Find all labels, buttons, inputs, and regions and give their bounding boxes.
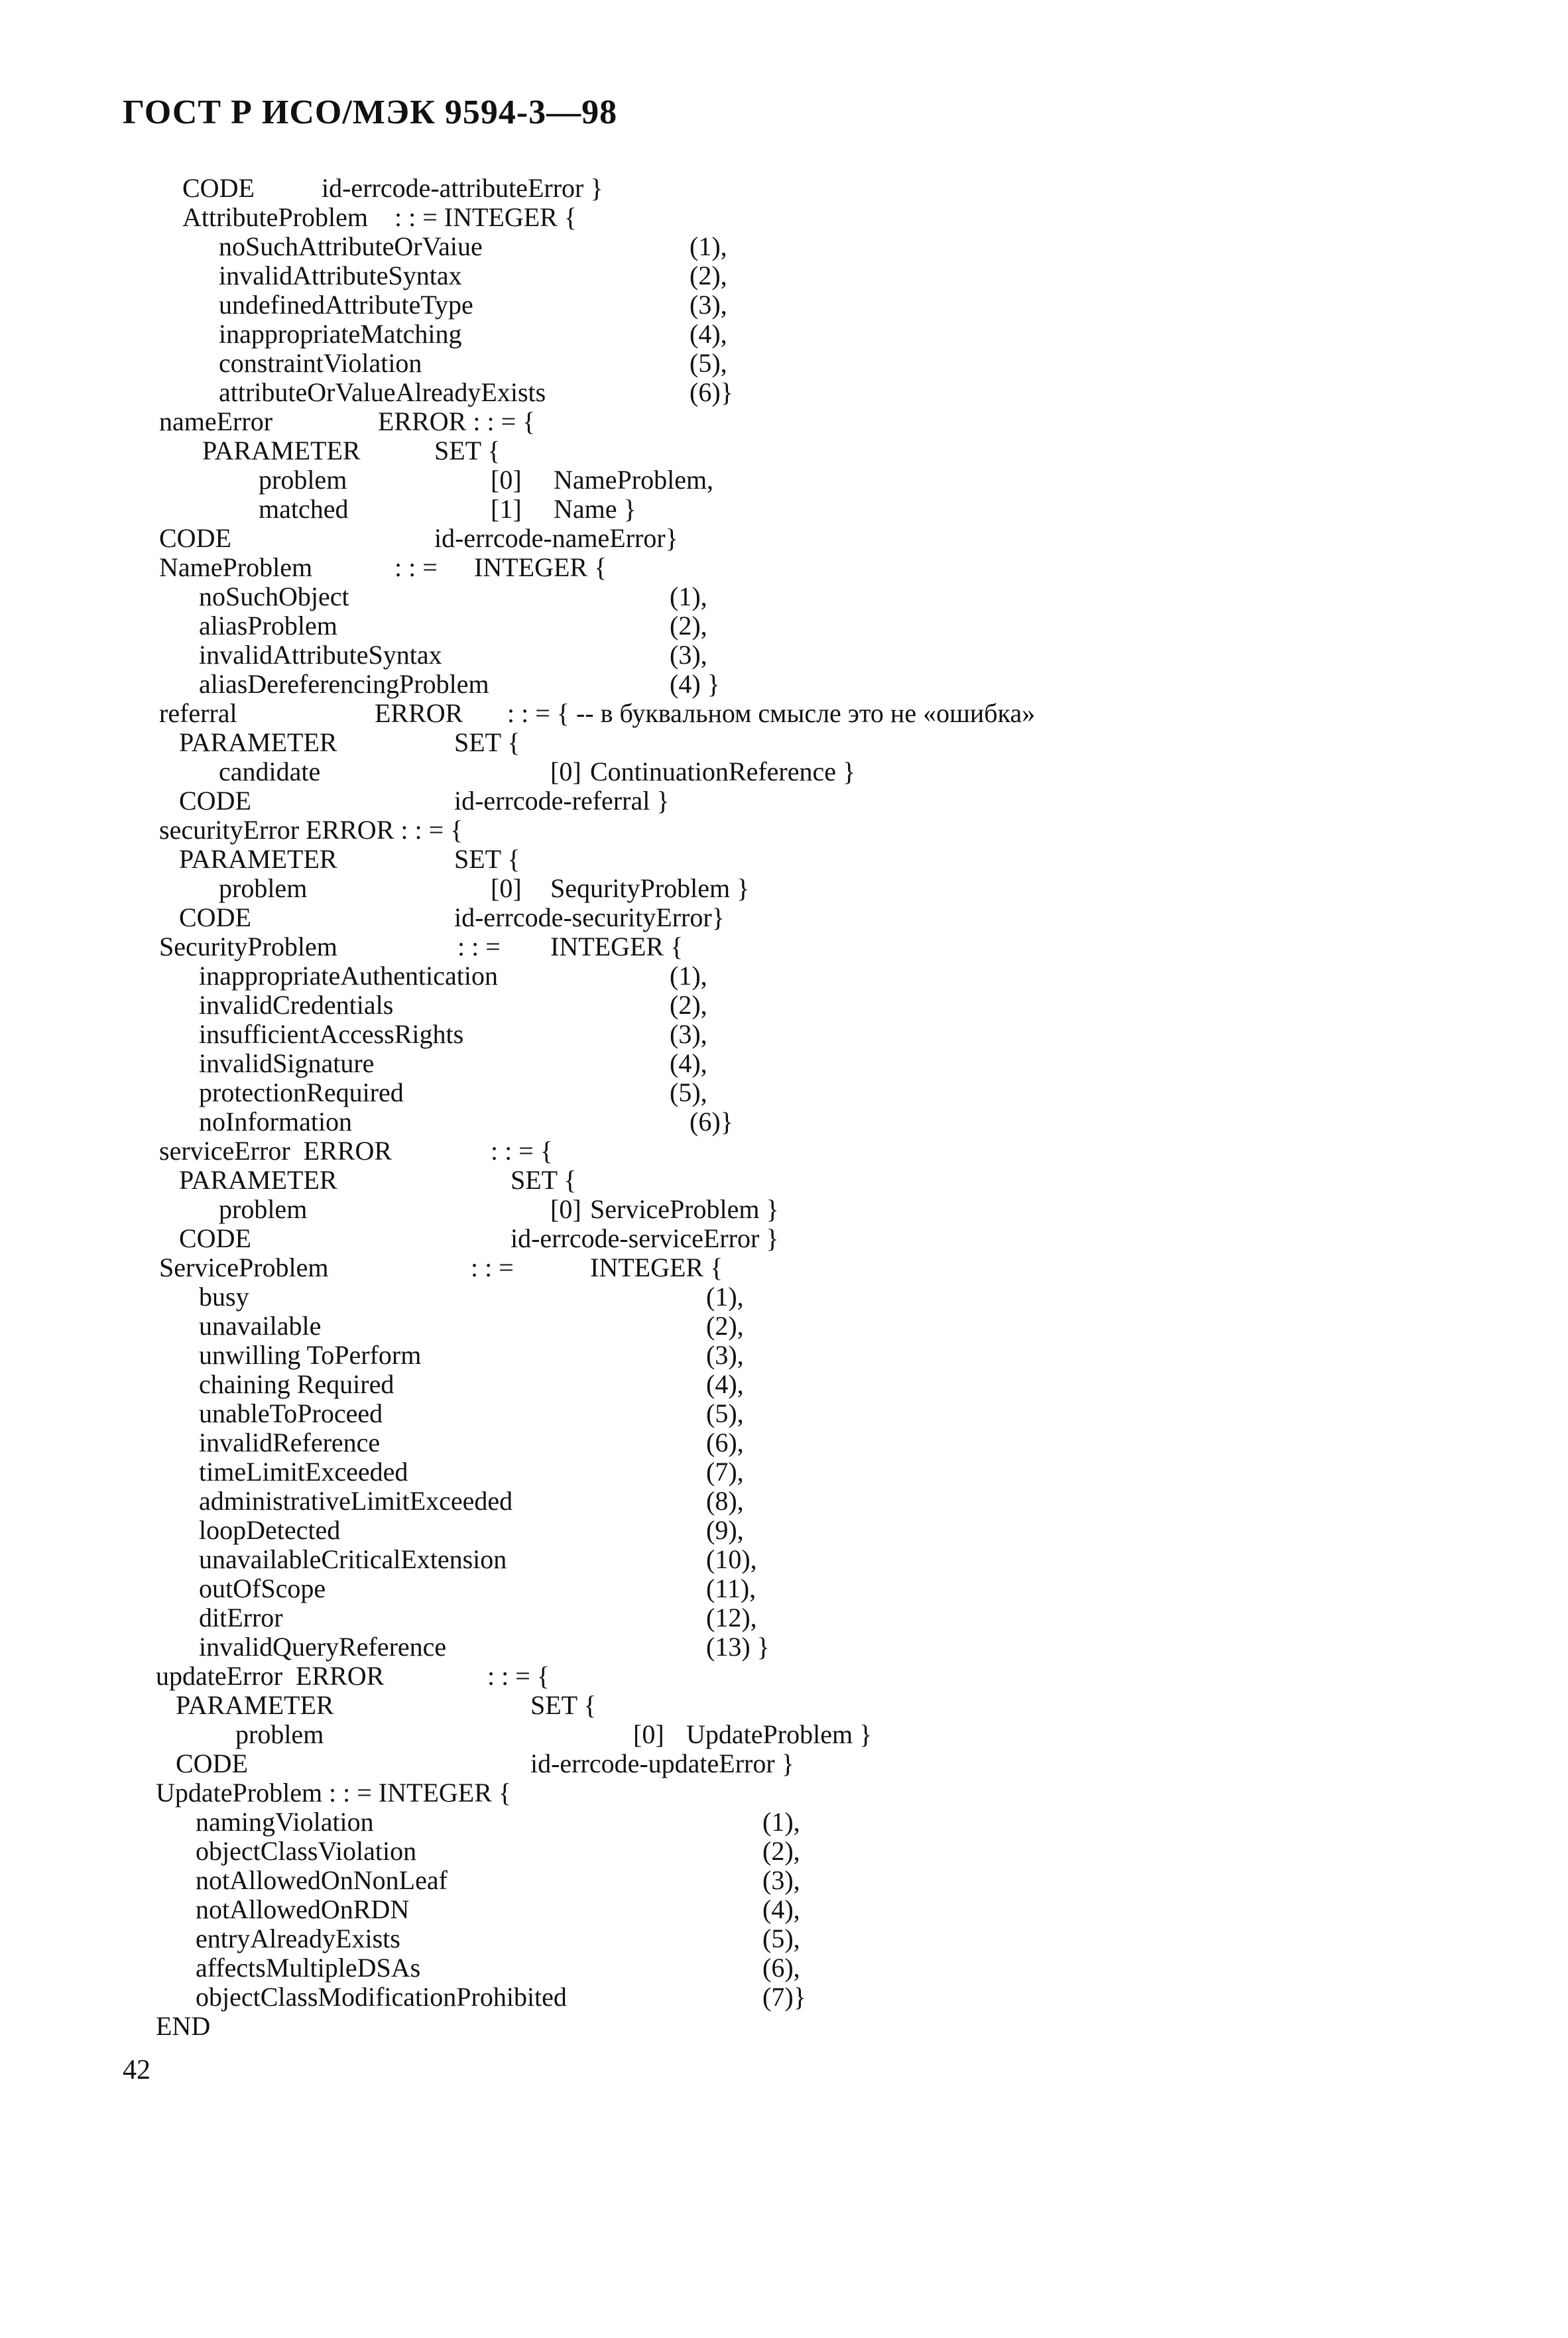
- code-keyword: id-errcode-attributeError }: [322, 173, 603, 203]
- code-value: (4),: [706, 1369, 744, 1399]
- code-text: PARAMETER: [202, 436, 361, 465]
- code-text: securityError ERROR : : = {: [159, 815, 463, 845]
- code-text: SecurityProblem: [159, 932, 337, 961]
- code-value: (2),: [690, 261, 727, 290]
- code-keyword: ERROR : : = {: [378, 406, 536, 436]
- code-text: serviceError ERROR: [159, 1136, 392, 1166]
- code-text: protectionRequired: [199, 1077, 404, 1107]
- code-text: PARAMETER: [179, 727, 337, 757]
- code-text: CODE: [179, 902, 251, 932]
- code-value: (13) }: [706, 1632, 770, 1662]
- code-keyword: SET {: [530, 1690, 597, 1720]
- code-text: chaining Required: [199, 1369, 394, 1399]
- code-value: (1),: [690, 231, 727, 261]
- code-value: (7)}: [762, 1982, 806, 2012]
- code-keyword: [0]: [550, 757, 581, 786]
- code-keyword: SET {: [511, 1165, 577, 1195]
- code-text: END: [156, 2011, 211, 2041]
- code-text: CODE: [182, 173, 255, 203]
- code-text: PARAMETER: [176, 1690, 334, 1720]
- code-value: (3),: [762, 1865, 800, 1895]
- code-text: aliasDereferencingProblem: [199, 669, 489, 699]
- code-value: INTEGER {: [590, 1253, 723, 1282]
- code-text: loopDetected: [199, 1515, 341, 1545]
- code-value: (2),: [762, 1836, 800, 1866]
- code-value: (4),: [690, 319, 727, 349]
- code-value: (5),: [762, 1924, 800, 1953]
- code-text: CODE: [159, 523, 231, 553]
- code-text: matched: [259, 494, 349, 524]
- code-value: (6),: [706, 1428, 744, 1457]
- code-value: (1),: [670, 582, 707, 611]
- code-keyword: id-errcode-securityError}: [454, 902, 725, 932]
- code-text: unwilling ToPerform: [199, 1340, 422, 1370]
- code-text: noSuchObject: [199, 582, 349, 611]
- code-text: outOfScope: [199, 1573, 326, 1603]
- code-text: PARAMETER: [179, 1165, 337, 1195]
- code-text: CODE: [176, 1749, 248, 1778]
- code-text: attributeOrValueAlreadyExists: [219, 377, 546, 407]
- code-text: candidate: [219, 757, 321, 786]
- code-value: (4),: [670, 1048, 707, 1078]
- code-text: invalidReference: [199, 1428, 381, 1457]
- code-value: (8),: [706, 1486, 744, 1516]
- code-value: INTEGER {: [550, 932, 684, 961]
- code-text: ServiceProblem: [159, 1253, 329, 1282]
- code-text: insufficientAccessRights: [199, 1019, 464, 1049]
- code-keyword: [0]: [491, 873, 522, 903]
- code-value: SequrityProblem }: [550, 873, 750, 903]
- code-keyword: id-errcode-updateError }: [530, 1749, 794, 1778]
- code-value: (1),: [706, 1282, 744, 1312]
- code-value: (11),: [706, 1573, 756, 1603]
- code-keyword: [0]: [550, 1194, 581, 1224]
- code-text: entryAlreadyExists: [196, 1924, 400, 1953]
- code-text: invalidAttributeSyntax: [219, 261, 462, 290]
- code-value: UpdateProblem }: [686, 1719, 873, 1749]
- code-text: problem: [235, 1719, 324, 1749]
- code-text: notAllowedOnNonLeaf: [196, 1865, 448, 1895]
- page-number: 42: [123, 2055, 151, 2085]
- code-keyword: SET {: [454, 844, 520, 874]
- code-text: invalidCredentials: [199, 990, 394, 1020]
- code-text: CODE: [179, 1223, 251, 1253]
- code-keyword: : : =: [471, 1253, 514, 1282]
- code-text: UpdateProblem : : = INTEGER {: [156, 1778, 512, 1808]
- code-value: INTEGER {: [474, 552, 607, 582]
- code-keyword: : : =: [394, 552, 438, 582]
- code-text: invalidSignature: [199, 1048, 375, 1078]
- code-text: PARAMETER: [179, 844, 337, 874]
- code-text: affectsMultipleDSAs: [196, 1953, 421, 1983]
- code-text: notAllowedOnRDN: [196, 1894, 410, 1924]
- code-keyword: id-errcode-referral }: [454, 786, 670, 816]
- code-text: unableToProceed: [199, 1398, 383, 1428]
- code-text: ditError: [199, 1603, 283, 1632]
- code-text: problem: [219, 873, 308, 903]
- code-text: problem: [219, 1194, 308, 1224]
- code-text: nameError: [159, 406, 273, 436]
- code-value: (7),: [706, 1457, 744, 1487]
- code-text: undefinedAttributeType: [219, 290, 473, 320]
- code-value: (1),: [762, 1807, 800, 1837]
- code-keyword: : : = {: [491, 1136, 553, 1166]
- code-text: inappropriateMatching: [219, 319, 462, 349]
- code-text: inappropriateAuthentication: [199, 961, 498, 991]
- code-value: (5),: [706, 1398, 744, 1428]
- code-text: administrativeLimitExceeded: [199, 1486, 513, 1516]
- code-value: (2),: [670, 611, 707, 641]
- code-value: (10),: [706, 1544, 757, 1574]
- code-text: invalidAttributeSyntax: [199, 640, 442, 670]
- code-keyword: ERROR: [375, 698, 463, 728]
- code-text: noInformation: [199, 1107, 353, 1137]
- code-value: (4),: [762, 1894, 800, 1924]
- code-keyword: [0]: [633, 1719, 664, 1749]
- code-text: referral: [159, 698, 237, 728]
- code-value: NameProblem,: [554, 465, 714, 495]
- code-text: NameProblem: [159, 552, 313, 582]
- code-value: (2),: [670, 990, 707, 1020]
- code-text: namingViolation: [196, 1807, 374, 1837]
- code-text: constraintViolation: [219, 348, 422, 378]
- code-keyword: SET {: [434, 436, 501, 465]
- code-keyword: : : = {: [487, 1661, 550, 1691]
- code-value: (1),: [670, 961, 707, 991]
- code-text: objectClassModificationProhibited: [196, 1982, 567, 2012]
- code-text: problem: [259, 465, 347, 495]
- code-value: (5),: [690, 348, 727, 378]
- code-text: AttributeProblem: [182, 202, 368, 232]
- code-keyword: [0]: [491, 465, 522, 495]
- code-text: unavailable: [199, 1311, 322, 1341]
- code-value: ContinuationReference }: [590, 757, 856, 786]
- document-header: ГОСТ Р ИСО/МЭК 9594-3—98: [123, 93, 618, 131]
- code-value: (3),: [670, 1019, 707, 1049]
- code-value: (3),: [706, 1340, 744, 1370]
- code-text: CODE: [179, 786, 251, 816]
- code-text: updateError ERROR: [156, 1661, 385, 1691]
- code-text: aliasProblem: [199, 611, 337, 641]
- code-keyword: id-errcode-serviceError }: [511, 1223, 779, 1253]
- code-text: noSuchAttributeOrVaiue: [219, 231, 483, 261]
- code-value: (3),: [670, 640, 707, 670]
- code-value: (2),: [706, 1311, 744, 1341]
- code-value: Name }: [554, 494, 636, 524]
- code-value: (12),: [706, 1603, 757, 1632]
- code-value: (3),: [690, 290, 727, 320]
- code-value: (6)}: [690, 1107, 733, 1137]
- code-value: ServiceProblem }: [590, 1194, 779, 1224]
- code-keyword: id-errcode-nameError}: [434, 523, 678, 553]
- code-keyword: SET {: [454, 727, 520, 757]
- code-value: (6)}: [690, 377, 733, 407]
- code-text: invalidQueryReference: [199, 1632, 447, 1662]
- code-value: (5),: [670, 1077, 707, 1107]
- code-keyword: [1]: [491, 494, 522, 524]
- code-keyword: : : =: [457, 932, 501, 961]
- code-value: : : = { -- в буквальном смысле это не «ошибка»: [507, 698, 1036, 728]
- code-keyword: : : = INTEGER {: [394, 202, 577, 232]
- code-text: objectClassViolation: [196, 1836, 417, 1866]
- code-value: (9),: [706, 1515, 744, 1545]
- code-text: timeLimitExceeded: [199, 1457, 408, 1487]
- code-value: (6),: [762, 1953, 800, 1983]
- code-text: busy: [199, 1282, 249, 1312]
- code-text: unavailableCriticalExtension: [199, 1544, 507, 1574]
- code-value: (4) }: [670, 669, 720, 699]
